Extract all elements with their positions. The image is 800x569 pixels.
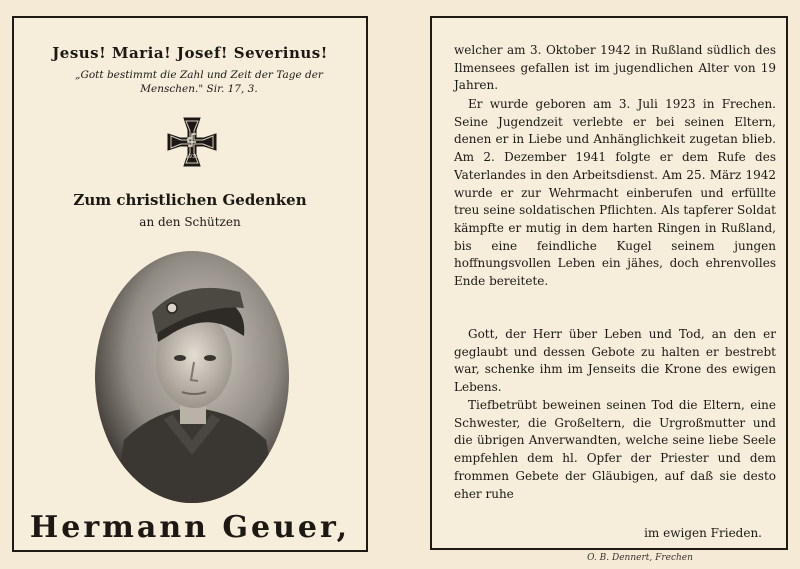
right-panel xyxy=(430,16,788,550)
soldier-portrait xyxy=(94,250,290,504)
biography-paragraph: Er wurde geboren am 3. Juli 1923 in Frechen. Seine Jugendzeit verlebte er bei seinen Eltern, denen er in Liebe und Anhänglichkeit zugetan blieb. Am 2. Dezember 1941 folgte er dem Rufe des Vaterlandes in den Arbeitsdienst. Am 25. März 1942 wurde er zur Wehrmacht einberufen und erfüllte treu seine soldatischen Pflichten. Als tapferer Soldat kämpfte er mutig in dem harten Ringen in Rußland, bis eine feindliche Kugel seinem jungen hoffnungsvollen Leben ein jähes, doch ehrenvolles Ende bereitete. xyxy=(454,97,776,289)
prayer-paragraph: Gott, der Herr über Leben und Tod, an den er geglaubt und dessen Gebote zu halten er bestrebt war, schenke ihm im Jenseits die Krone des ewigen Lebens. xyxy=(454,327,776,395)
death-paragraph: welcher am 3. Oktober 1942 in Rußland südlich des Ilmensees gefallen ist im jugendlichen Alter von 19 Jahren. xyxy=(454,43,776,93)
closing-line: im ewigen Frieden. xyxy=(644,526,762,540)
left-panel xyxy=(12,16,368,552)
memorial-heading: Zum christlichen Gedenken xyxy=(73,191,307,209)
invocation-heading: Jesus! Maria! Josef! Severinus! xyxy=(52,44,328,62)
deceased-name: Hermann Geuer, xyxy=(29,510,351,545)
printer-credit: O. B. Dennert, Frechen xyxy=(587,553,693,563)
scripture-quote: „Gott bestimmt die Zahl und Zeit der Tage der Menschen." Sir. 17, 3. xyxy=(75,69,323,95)
mourners-paragraph: Tiefbetrübt beweinen seinen Tod die Eltern, eine Schwester, die Großeltern, die Urgroßmutter und die übrigen Anverwandten, welche seine liebe Seele empfehlen dem hl. Opfer der Priester und dem frommen Gebete der Gläubigen, auf daß sie desto eher ruhe xyxy=(454,398,776,501)
rank-line: an den Schützen xyxy=(139,215,241,229)
cross-year: 1939 xyxy=(185,154,199,160)
iron-cross-icon xyxy=(166,116,218,168)
